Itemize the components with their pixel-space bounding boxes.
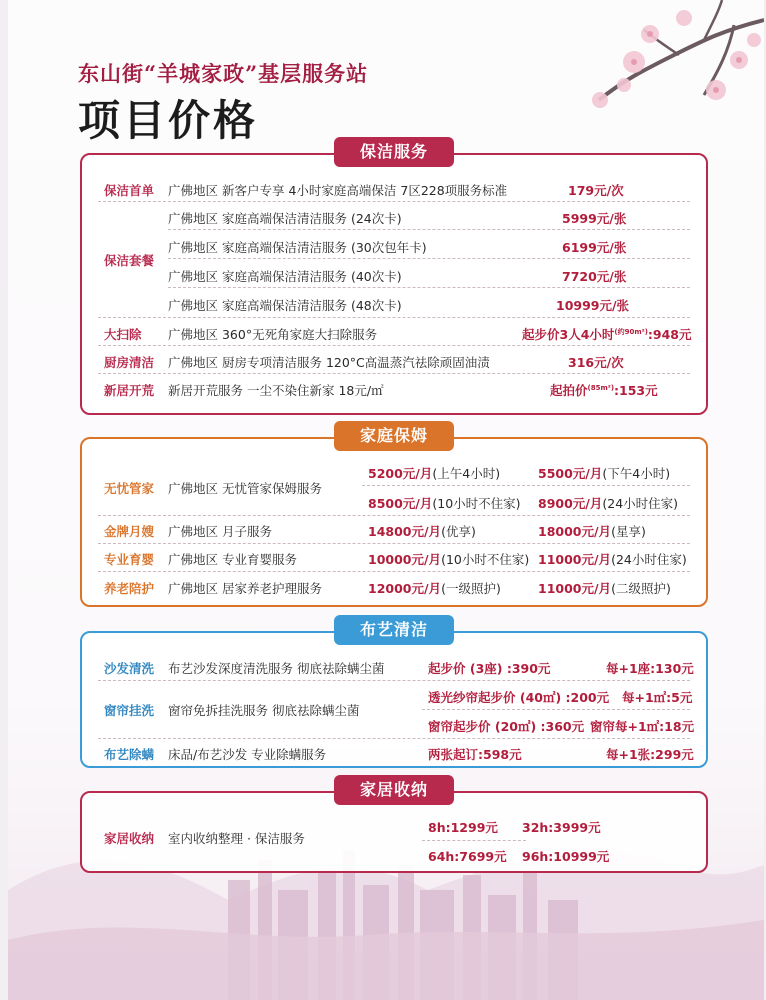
service-description: 广佛地区 无忧管家保姆服务 <box>168 481 322 496</box>
divider <box>98 515 690 516</box>
price: 透光纱帘起步价 (40㎡) :200元 <box>428 690 610 705</box>
service-description: 广佛地区 专业育婴服务 <box>168 552 297 567</box>
price-value: :948元 <box>647 327 692 342</box>
price: 316元/次 <box>568 355 624 370</box>
price-value: :153元 <box>614 383 658 398</box>
price: 7720元/张 <box>562 269 627 284</box>
organization-name: 东山街“羊城家政”基层服务站 <box>78 61 369 86</box>
price: 14800元/月(优享) <box>368 524 476 539</box>
price: 11000元/月(24小时住家) <box>538 552 687 567</box>
poster <box>8 0 764 1000</box>
price: 64h:7699元 <box>428 849 507 864</box>
category-label: 养老陪护 <box>104 581 155 596</box>
divider <box>98 738 690 739</box>
storage-tab: 家居收纳 <box>334 775 454 805</box>
price: 窗帘起步价 (20㎡) :360元 <box>428 719 585 734</box>
category-label: 大扫除 <box>104 327 142 342</box>
price: 起步价 (3座) :390元 <box>428 661 551 676</box>
price: 8h:1299元 <box>428 820 498 835</box>
price: 6199元/张 <box>562 240 627 255</box>
category-label: 保洁首单 <box>104 183 155 198</box>
price: 10999元/张 <box>556 298 630 313</box>
page-title: 项目价格 <box>78 96 259 145</box>
service-description: 广佛地区 厨房专项清洁服务 120°C高温蒸汽祛除顽固油渍 <box>168 355 490 370</box>
price: 5500元/月(下午4小时) <box>538 466 671 481</box>
service-description: 广佛地区 新客户专享 4小时家庭高端保洁 7区228项服务标准 <box>168 183 508 198</box>
divider <box>98 373 690 374</box>
price-note: (约90m²) <box>614 327 648 336</box>
category-label: 专业育婴 <box>104 552 155 567</box>
category-label: 窗帘挂洗 <box>104 703 155 718</box>
price: 每+1座:130元 <box>606 661 694 676</box>
price: 8500元/月(10小时不住家) <box>368 496 521 511</box>
service-description: 广佛地区 家庭高端保洁清洁服务 (30次包年卡) <box>168 240 427 255</box>
category-label: 无忧管家 <box>104 481 155 496</box>
price: 5999元/张 <box>562 211 627 226</box>
service-description: 广佛地区 居家养老护理服务 <box>168 581 322 596</box>
category-label: 沙发清洗 <box>104 661 155 676</box>
price <box>550 381 658 399</box>
category-label: 布艺除螨 <box>104 747 155 762</box>
price-note: (85m²) <box>587 383 615 392</box>
category-label: 家居收纳 <box>104 831 155 846</box>
divider <box>98 317 690 318</box>
price-prefix: 起步价3人4小时 <box>522 327 615 342</box>
divider <box>98 345 690 346</box>
fabric-tab: 布艺清洁 <box>334 615 454 645</box>
service-description: 广佛地区 家庭高端保洁清洁服务 (40次卡) <box>168 269 402 284</box>
service-description: 广佛地区 家庭高端保洁清洁服务 (24次卡) <box>168 211 402 226</box>
service-description: 广佛地区 月子服务 <box>168 524 272 539</box>
service-description: 室内收纳整理 · 保洁服务 <box>168 831 305 846</box>
category-label: 金牌月嫂 <box>104 524 155 539</box>
price: 18000元/月(星享) <box>538 524 646 539</box>
category-label: 新居开荒 <box>104 383 155 398</box>
divider <box>362 485 690 486</box>
divider <box>422 840 526 841</box>
divider <box>168 258 690 259</box>
cleaning-panel <box>80 142 708 415</box>
service-description: 新居开荒服务 一尘不染住新家 18元/㎡ <box>168 383 384 398</box>
price: 12000元/月(一级照护) <box>368 581 501 596</box>
divider <box>168 287 690 288</box>
service-description: 布艺沙发深度清洗服务 彻底祛除螨尘菌 <box>168 661 385 676</box>
price: 5200元/月(上午4小时) <box>368 466 501 481</box>
price <box>522 325 692 343</box>
nanny-panel <box>80 426 708 607</box>
fabric-panel <box>80 620 708 768</box>
price: 窗帘每+1㎡:18元 <box>590 719 695 734</box>
divider <box>422 709 690 710</box>
divider <box>168 229 690 230</box>
price: 10000元/月(10小时不住家) <box>368 552 530 567</box>
service-description: 床品/布艺沙发 专业除螨服务 <box>168 747 327 762</box>
plum-blossom-decoration <box>504 0 764 140</box>
category-label: 保洁套餐 <box>104 253 155 268</box>
price: 179元/次 <box>568 183 624 198</box>
price: 8900元/月(24小时住家) <box>538 496 679 511</box>
divider <box>98 543 690 544</box>
divider <box>98 680 690 681</box>
price: 每+1张:299元 <box>606 747 694 762</box>
price: 每+1㎡:5元 <box>622 690 693 705</box>
price: 11000元/月(二级照护) <box>538 581 671 596</box>
service-description: 广佛地区 家庭高端保洁清洁服务 (48次卡) <box>168 298 402 313</box>
service-description: 窗帘免拆挂洗服务 彻底祛除螨尘菌 <box>168 703 360 718</box>
divider <box>98 201 690 202</box>
service-description: 广佛地区 360°无死角家庭大扫除服务 <box>168 327 378 342</box>
category-label: 厨房清洁 <box>104 355 155 370</box>
nanny-tab: 家庭保姆 <box>334 421 454 451</box>
price: 96h:10999元 <box>522 849 610 864</box>
price: 32h:3999元 <box>522 820 601 835</box>
divider <box>98 571 690 572</box>
storage-panel <box>80 780 708 873</box>
cleaning-tab: 保洁服务 <box>334 137 454 167</box>
price-prefix: 起拍价 <box>550 383 588 398</box>
price: 两张起订:598元 <box>428 747 522 762</box>
